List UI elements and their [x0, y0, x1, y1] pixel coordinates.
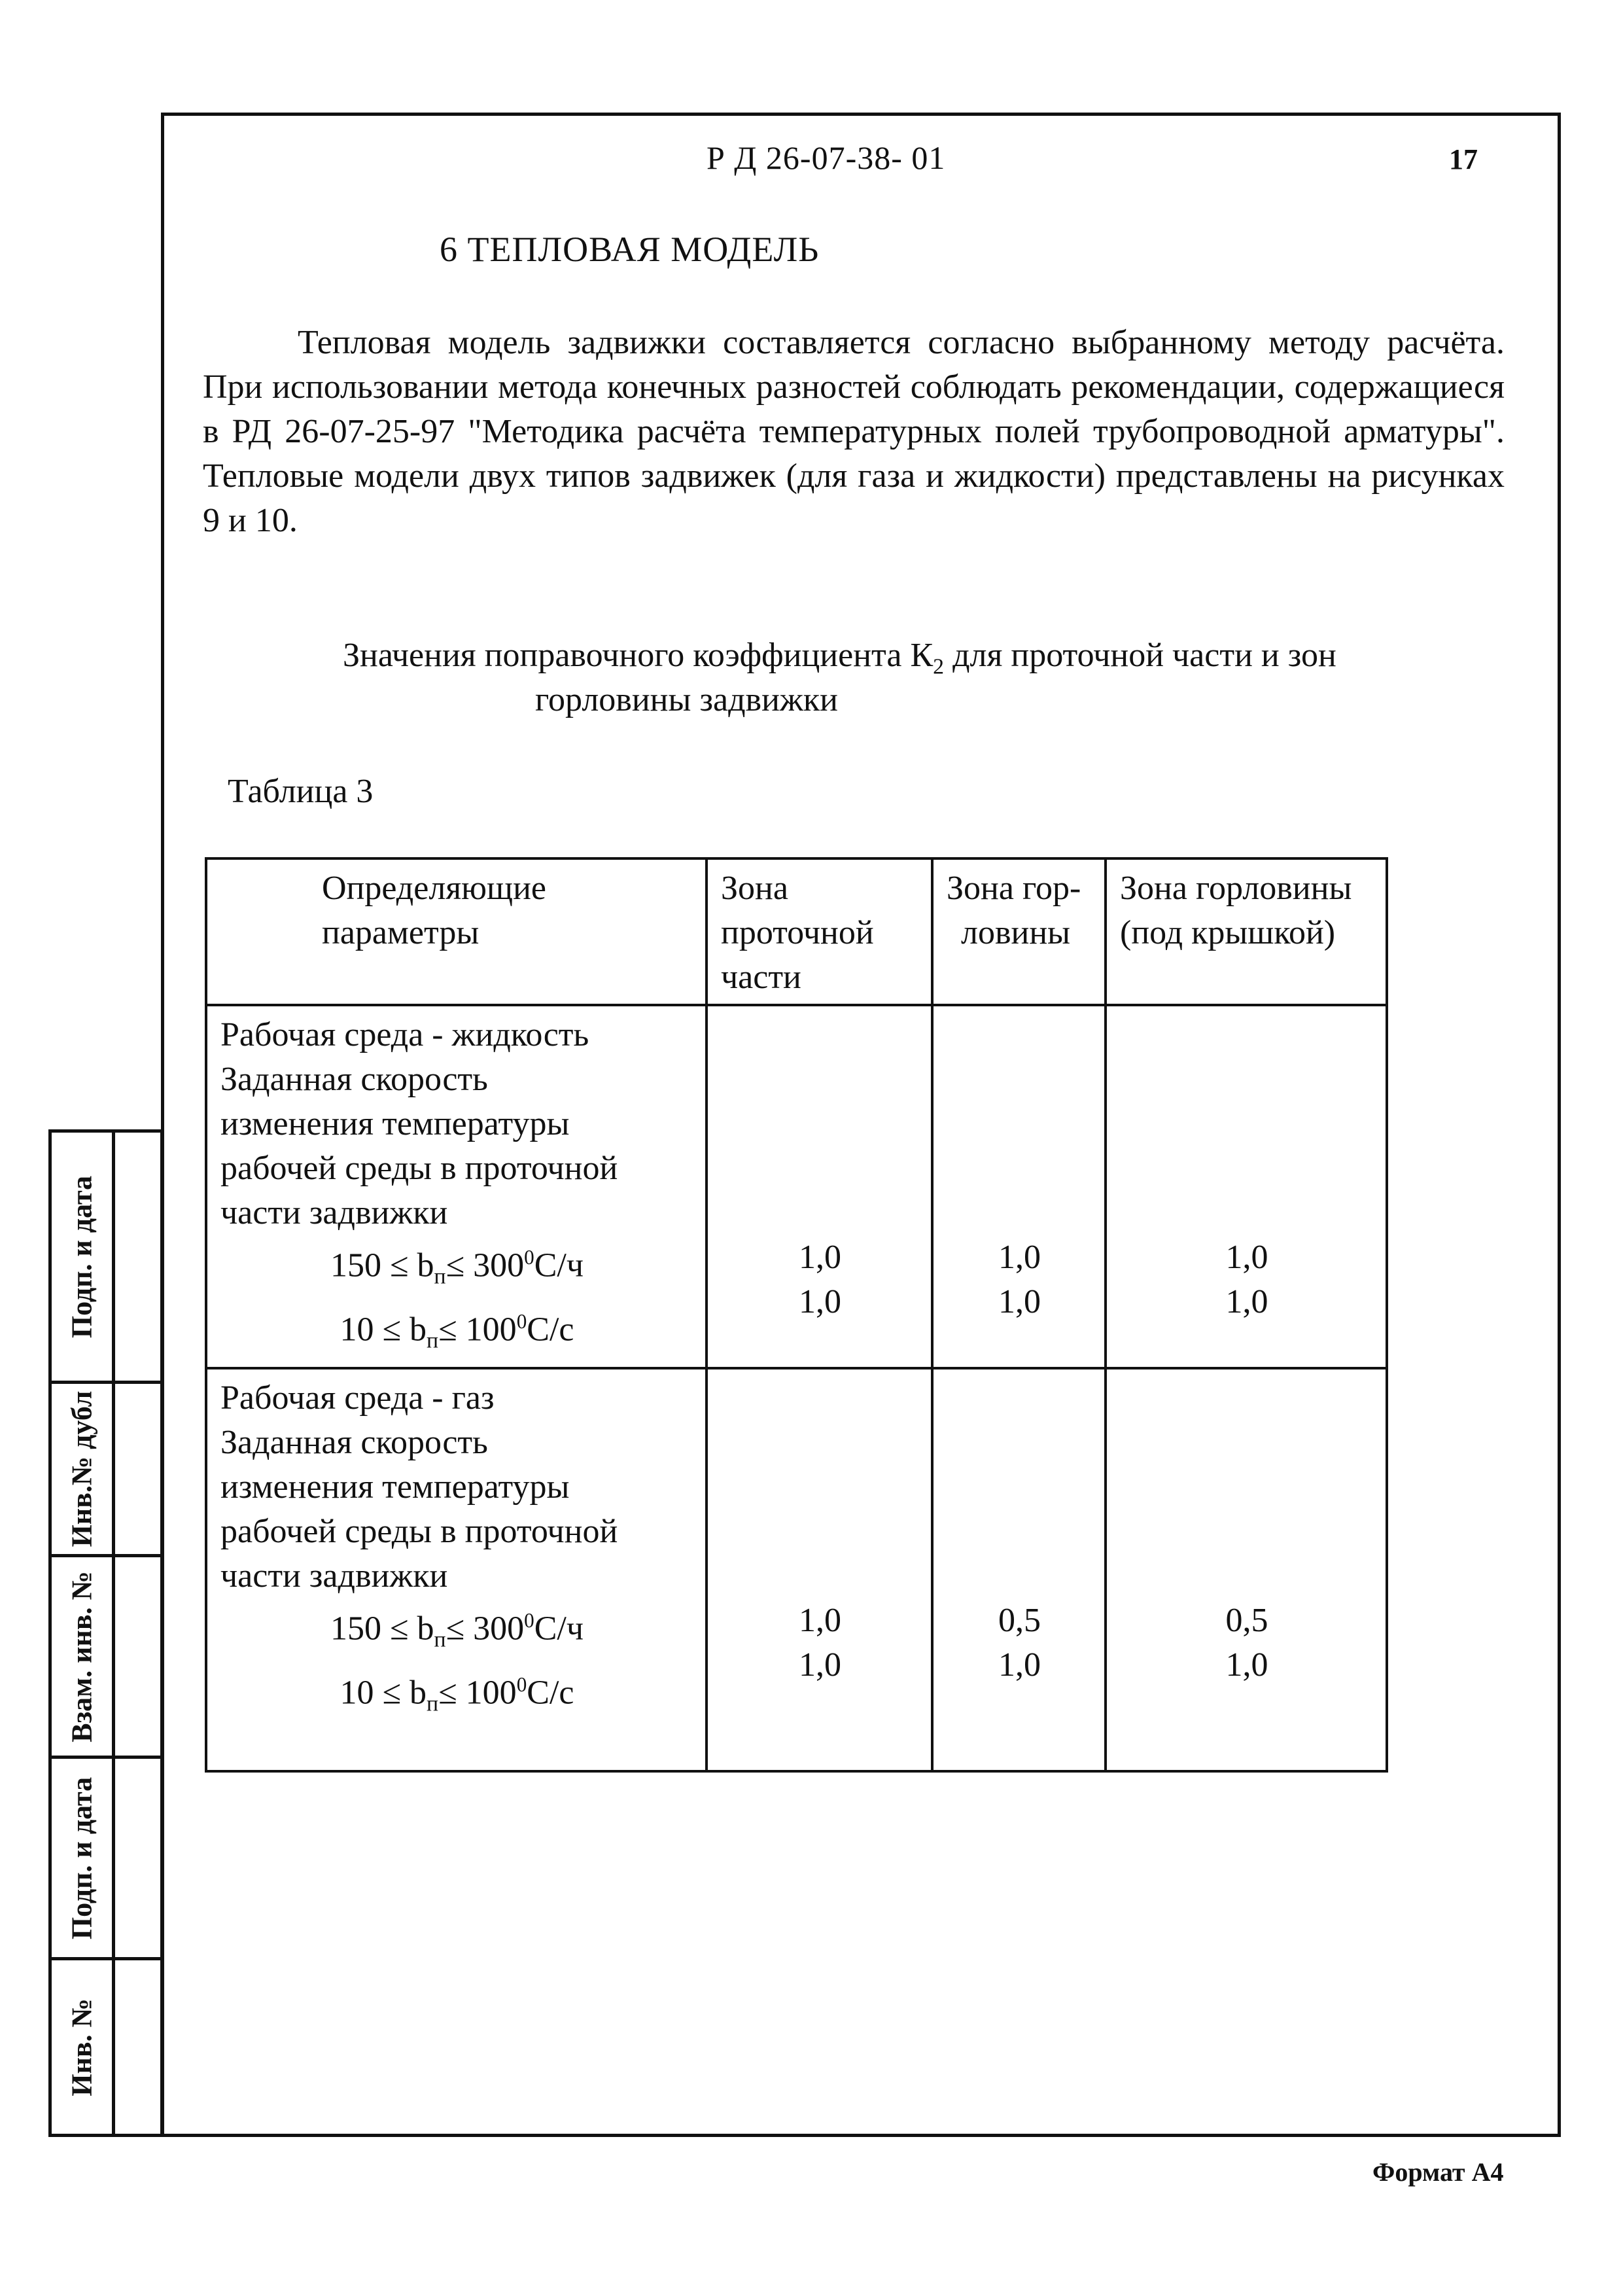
stamp-cell-signature-date-2 [48, 1756, 164, 1960]
header-cell: Определяющие параметры [206, 858, 707, 1005]
caption-line-2: горловины задвижки [535, 681, 838, 718]
section-title: 6 ТЕПЛОВАЯ МОДЕЛЬ [440, 230, 820, 269]
stamp-label: Инв. № [65, 1998, 98, 2096]
stamp-label: Инв.№ дубл [65, 1390, 98, 1547]
value-cell: 1,0 1,0 [707, 1368, 932, 1771]
value-cell: 1,0 1,0 [932, 1005, 1106, 1368]
value-cell: 0,5 1,0 [932, 1368, 1106, 1771]
rate-range: $10 \le b_п\le 100^0С/с$ [340, 1673, 574, 1716]
header-cell: Зона горловины (под крышкой) [1106, 858, 1387, 1005]
header-cell: Зона проточной части [707, 858, 932, 1005]
table-row [206, 1005, 1387, 1368]
coefficient-table [205, 857, 1388, 1773]
parameter-cell: Рабочая среда - жидкость Заданная скорость изменения температуры рабочей среды в проточной части задвижки $150 \le b_п\le 300^0С/ч$ $10 \le b_п\le 100^0С/с$ [206, 1005, 707, 1368]
table-row [206, 1368, 1387, 1771]
stamp-cell-inventory-number [48, 1957, 164, 2137]
stamp-label: Подп. и дата [65, 1776, 98, 1939]
paper-format: Формат А4 [1372, 2157, 1504, 2187]
table-header-row [206, 858, 1387, 1005]
table-label: Таблица 3 [228, 773, 374, 810]
stamp-label: Взам. инв. № [65, 1570, 98, 1742]
stamp-cell-replacement-number [48, 1554, 164, 1759]
caption-line-1: Значения поправочного коэффициента $К_2$ для проточной части и зон [343, 637, 1336, 679]
body-paragraph: Тепловая модель задвижки составляется согласно выбранному методу расчёта. При использовании метода конечных разностей соблюдать рекомендации, содержащиеся в РД 26-07-25-97 "Методика расчёта температурных полей трубопроводной арматуры". Тепловые модели двух типов задвижек (для газа и жидкости) представлены на рисунках 9 и 10. [203, 324, 1505, 539]
rate-range: $150 \le b_п\le 300^0С/ч$ [330, 1609, 584, 1653]
parameter-cell: Рабочая среда - газ Заданная скорость изменения температуры рабочей среды в проточной части задвижки $150 \le b_п\le 300^0С/ч$ $10 \le b_п\le 100^0С/с$ [206, 1368, 707, 1771]
value-cell: 0,5 1,0 [1106, 1368, 1387, 1771]
stamp-cell-duplicate-number [48, 1381, 164, 1557]
value-cell: 1,0 1,0 [707, 1005, 932, 1368]
value-cell: 1,0 1,0 [1106, 1005, 1387, 1368]
header-cell: Зона гор- ловины [932, 858, 1106, 1005]
page-number: 17 [1449, 143, 1478, 175]
stamp-label: Подп. и дата [65, 1175, 98, 1338]
document-code: Р Д 26-07-38- 01 [707, 139, 946, 176]
rate-range: $150 \le b_п\le 300^0С/ч$ [330, 1246, 584, 1289]
stamp-cell-signature-date [48, 1129, 164, 1384]
rate-range: $10 \le b_п\le 100^0С/с$ [340, 1309, 574, 1353]
